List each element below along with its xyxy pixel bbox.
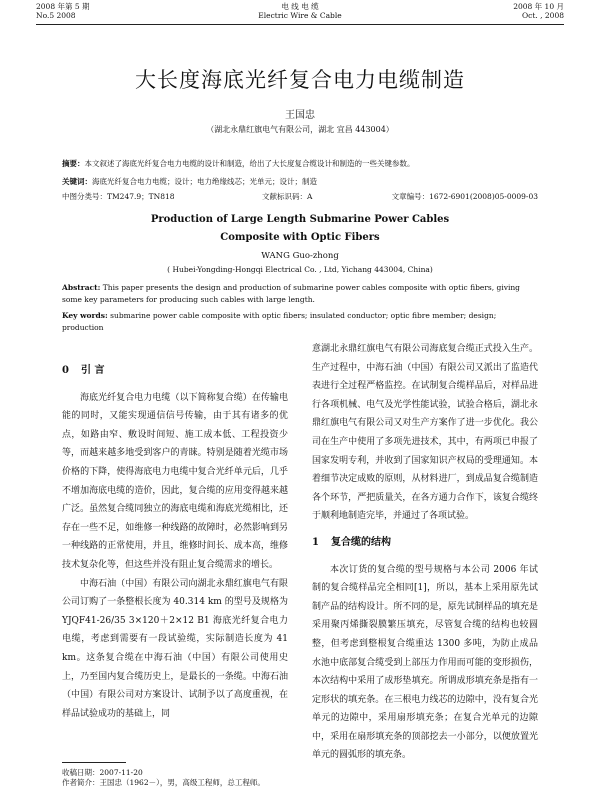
- section-1-title: 复合缆的结构: [330, 536, 391, 548]
- affiliation-cn: （湖北永鼎红旗电气有限公司，湖北 宜昌 443004）: [206, 125, 394, 134]
- abstract-cn: [62, 158, 538, 169]
- author-cn: 王国忠: [285, 110, 315, 121]
- abstract-en-label: Abstract:: [62, 283, 101, 292]
- section-0-heading: [62, 362, 288, 381]
- article-number: 文章编号：1672-6901(2008)05-0009-03: [391, 192, 538, 201]
- date-info: [513, 2, 564, 20]
- abstract-en: [62, 282, 538, 306]
- issue-cn: 2008 年第 5 期: [36, 2, 90, 11]
- affiliation-en: ( Hubei-Yongding-Hongqi Electrical Co. , Ltd, Yichang 443004, China): [167, 265, 433, 274]
- journal-name-cn: 电 线 电 缆: [281, 2, 319, 11]
- keywords-en-text: submarine power cable composite with optic fibers; insulated conductor; optic fibre member; design; production: [62, 311, 497, 332]
- intro-paragraph-3: 意湖北永鼎红旗电气有限公司海底复合缆正式投入生产。生产过程中，中海石油（中国）有限公司又派出了监造代表进行全过程严格监控。在试制复合缆样品后，对样品进行各项机械、电气及光学性能试验，试验合格后，湖北永鼎红旗电气有限公司又对生产方案作了进一步优化。我公司在生产中使用了多项先进技术，其中，有两项已申报了国家发明专利，并收到了国家知识产权局的受理通知。本着细节决定成败的原则，从材料进厂，到成品复合缆制造各个环节，严把质量关，在各方通力合作下，该复合缆终于顺利地制造完毕，并通过了各项试验。: [312, 344, 538, 522]
- classification-line: [62, 191, 538, 202]
- structure-paragraph-1: 本次订货的复合缆的型号规格与本公司 2006 年试制的复合缆样品完全相同[1]，所以，基本上采用原先试制产品的结构设计。所不同的是，原先试制样品的填充是采用聚丙烯撕裂膜繁压填充，尽管复合缆的结构也较圆整，但考虑到整根复合缆重达 1300 多吨，为防止成品水池中底部复合缆受到上部压力作用而可能的变形损伤，本次结构中采用了成形垫填充。所谓成形填充条是指有一定形状的填充条。在三根电力线芯的边隙中，没有复合光单元的边隙中，采用扇形填充条；在复合光单元的边隙中，采用在扇形填充条的顶部挖去一小部分，以便放置光单元的圆弧形的填充条。: [312, 564, 538, 761]
- journal-name: [36, 2, 564, 20]
- section-0-title: 引 言: [80, 365, 105, 376]
- keywords-cn: [62, 176, 538, 187]
- keywords-cn-text: 海底光纤复合电力电缆；设计；电力绝缘线芯；光单元；设计；制造: [92, 177, 317, 186]
- header-rule: [36, 24, 564, 25]
- date-en: Oct. , 2008: [522, 11, 564, 20]
- footnote-received: 收稿日期：2007-11-20: [62, 768, 143, 777]
- article-title-en-line1: Production of Large Length Submarine Power Cables: [150, 214, 450, 225]
- intro-paragraph-1: 海底光纤复合电力电缆（以下简称复合缆）在传输电能的同时，又能实现通信信号传输，由于其有诸多的优点，如路由窄、敷设时间短、施工成本低、工程投资少等，而越来越多地受到客户的青睐。特别是随着光缆市场价格的下降，使得海底电力电缆中复合光纤单元后，几乎不增加海底电缆的造价，因此，复合缆的应用变得越来越广泛。虽然复合缆同独立的海底电缆和海底光缆相比，还存在一些不足，如维修一种线路的故障时，必然影响到另一种线路的正常使用，并且，维修时间长、成本高，维修技术复杂化等，但这些并没有阻止复合缆需求的增长。: [62, 392, 288, 570]
- footnote-rule: [62, 762, 126, 763]
- section-1-heading: [312, 534, 538, 553]
- abstract-cn-text: 本文叙述了海底光纤复合电力电缆的设计和制造，给出了大长度复合缆设计和制造的一些关键参数。: [84, 159, 415, 168]
- right-column: [312, 340, 538, 765]
- issue-en: No.5 2008: [36, 11, 76, 20]
- left-column: [62, 356, 288, 723]
- section-1-number: 1: [312, 536, 319, 548]
- date-cn: 2008 年 10 月: [513, 2, 564, 11]
- keywords-cn-label: 关键词：: [62, 177, 92, 186]
- keywords-en: [62, 310, 538, 334]
- clc-number: 中图分类号：TM247.9；TN818: [62, 192, 175, 201]
- intro-paragraph-2: 中海石油（中国）有限公司向湖北永鼎红旗电气有限公司订购了一条整根长度为 40.314 km 的型号及规格为 YJQF41-26/35 3×120＋2×12 B1 海底光纤复合电力电缆，考虑到需要有一段试验缆，实际制造长度为 41 km。这条复合缆在中海石油（中国）有限公司使用史上，乃至国内复合缆历史上，是最长的一条缆。中海石油（中国）有限公司对方案设计、试制予以了高度重视，在样品试验成功的基础上，同: [62, 578, 288, 719]
- journal-name-en: Electric Wire & Cable: [258, 11, 342, 20]
- keywords-en-label: Key words:: [62, 311, 108, 320]
- section-0-number: 0: [62, 365, 69, 376]
- article-title-en-line2: Composite with Optic Fibers: [220, 232, 380, 243]
- abstract-cn-label: 摘要：: [62, 159, 85, 168]
- document-code: 文献标识码：A: [262, 192, 313, 201]
- footnote-author: 作者简介：王国忠（1962－），男，高级工程师，总工程师。: [62, 778, 265, 787]
- author-en: WANG Guo-zhong: [261, 251, 339, 261]
- article-title-cn: 大长度海底光纤复合电力电缆制造: [135, 68, 465, 92]
- abstract-en-text: This paper presents the design and production of submarine power cables composite with optic fibers, giving some key parameters for producing such cables with large length.: [62, 283, 520, 304]
